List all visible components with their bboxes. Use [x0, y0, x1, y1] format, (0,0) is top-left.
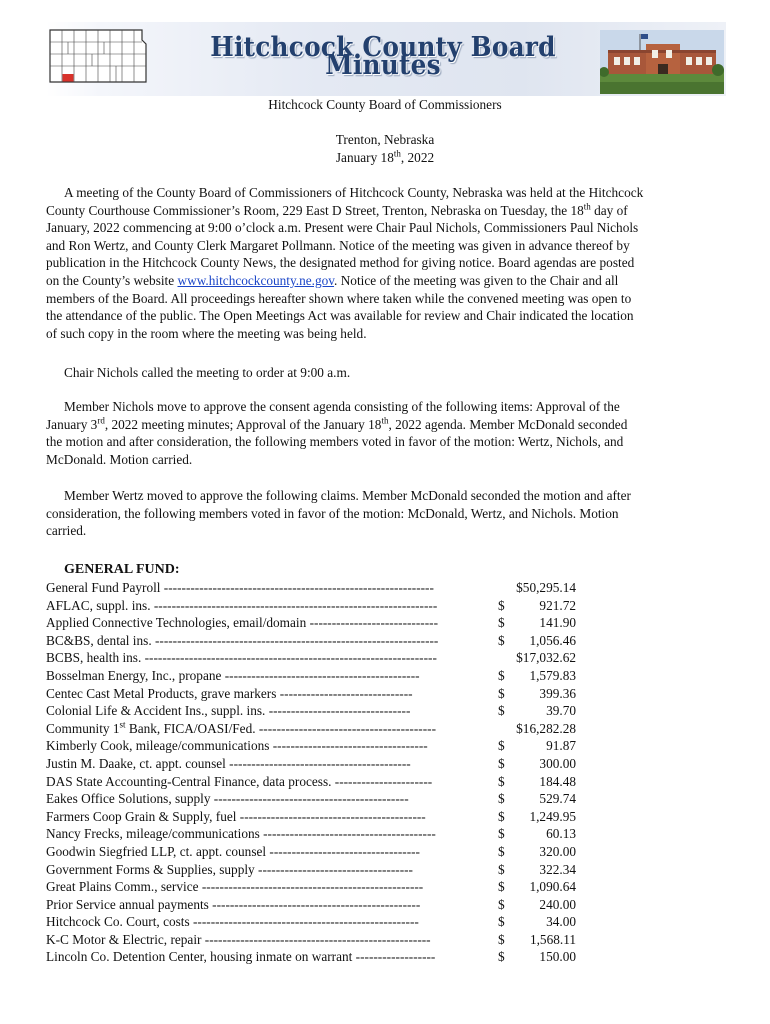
claim-row: [46, 702, 576, 720]
claim-row: [46, 632, 576, 650]
claim-row: [46, 790, 576, 808]
claim-currency-sign: $: [498, 615, 505, 631]
claim-description: DAS State Accounting-Central Finance, data process. ----------------------: [46, 773, 433, 789]
claim-row: [46, 649, 576, 667]
claim-currency-sign: $: [498, 826, 505, 842]
claim-amount: 322.34: [539, 861, 576, 877]
claim-amount: $50,295.14: [516, 580, 576, 595]
claim-row: [46, 808, 576, 826]
claim-description: Applied Connective Technologies, email/domain -----------------------------: [46, 615, 439, 631]
claim-currency-sign: $: [498, 773, 505, 789]
claim-amount: 1,090.64: [529, 879, 576, 895]
claim-amount: 529.74: [539, 791, 576, 807]
claim-description: Bosselman Energy, Inc., propane --------------------------------------------: [46, 667, 420, 683]
claim-row: [46, 948, 576, 966]
claim-currency-sign: $: [498, 914, 505, 930]
claim-description: K-C Motor & Electric, repair ---------------------------------------------------: [46, 931, 431, 947]
nebraska-county-map-icon: [46, 24, 150, 92]
org-name: Hitchcock County Board of Commissioners: [268, 97, 502, 112]
claim-currency-sign: $: [498, 703, 505, 719]
general-fund-claims-list: [46, 579, 576, 966]
claim-currency-sign: $: [498, 861, 505, 877]
claim-amount: 399.36: [539, 685, 576, 701]
claim-amount: 240.00: [539, 896, 576, 912]
claim-amount: 91.87: [546, 738, 576, 754]
consent-agenda-paragraph: Member Nichols move to approve the consent agenda consisting of the following items: Approval of the January 3rd, 2022 meeting minutes; Approval of the January 18th, 2022 agenda. Member McDonald seconded the motion and after consideration, the following members voted in favor of the motion: Wertz, Nichols, and McDonald. Motion carried.: [46, 399, 628, 467]
claim-description: Eakes Office Solutions, supply --------------------------------------------: [46, 791, 409, 807]
claim-amount: 34.00: [546, 914, 576, 930]
claim-amount: 184.48: [539, 773, 576, 789]
claim-amount: $17,032.62: [516, 650, 576, 666]
claim-currency-sign: $: [498, 597, 505, 613]
claim-currency-sign: $: [498, 738, 505, 754]
claim-row: [46, 755, 576, 773]
claim-row: [46, 843, 576, 861]
claim-currency-sign: $: [498, 667, 505, 683]
claim-row: [46, 737, 576, 755]
claim-description: Colonial Life & Accident Ins., suppl. ins. --------------------------------: [46, 703, 411, 719]
claim-amount: 60.13: [546, 826, 576, 842]
claim-currency-sign: $: [498, 949, 505, 965]
claim-currency-sign: $: [498, 755, 505, 771]
claim-description: BCBS, health ins. ------------------------------------------------------------------: [46, 650, 437, 666]
claim-description: Community 1st Bank, FICA/OASI/Fed. ----------------------------------------: [46, 719, 436, 736]
call-to-order-paragraph: Chair Nichols called the meeting to order at 9:00 a.m.: [64, 365, 351, 380]
claim-amount: 1,568.11: [529, 931, 576, 947]
general-fund-heading: GENERAL FUND:: [64, 562, 180, 577]
claim-row: [46, 861, 576, 879]
county-website-link[interactable]: www.hitchcockcounty.ne.gov: [177, 272, 335, 288]
claim-description: BC&BS, dental ins. ----------------------------------------------------------------: [46, 632, 439, 648]
meeting-date: January 18th, 2022: [335, 148, 435, 165]
claim-description: Centec Cast Metal Products, grave markers ------------------------------: [46, 685, 413, 701]
claim-amount: 1,249.95: [529, 808, 576, 824]
claim-row: [46, 773, 576, 791]
claim-amount: 1,056.46: [529, 632, 576, 648]
header-banner: [46, 22, 726, 96]
claim-row: [46, 878, 576, 896]
claim-row: [46, 597, 576, 615]
claim-row: [46, 825, 576, 843]
courthouse-photo: [600, 30, 724, 94]
claim-description: Farmers Coop Grain & Supply, fuel ------------------------------------------: [46, 808, 426, 824]
claim-currency-sign: $: [498, 791, 505, 807]
claim-currency-sign: $: [498, 931, 505, 947]
banner-title: Hitchcock County Board Minutes: [210, 32, 556, 81]
claim-row: [46, 720, 576, 738]
claim-description: Goodwin Siegfried LLP, ct. appt. counsel ----------------------------------: [46, 843, 420, 859]
claim-amount: 141.90: [539, 615, 576, 631]
meeting-location: Trenton, Nebraska: [335, 132, 435, 147]
claim-amount: 150.00: [539, 949, 576, 965]
claim-row: [46, 913, 576, 931]
claim-description: Justin M. Daake, ct. appt. counsel -----------------------------------------: [46, 755, 411, 771]
claim-row: [46, 896, 576, 914]
claim-row: [46, 579, 576, 597]
claim-description: Hitchcock Co. Court, costs ---------------------------------------------------: [46, 914, 419, 930]
claim-amount: 300.00: [539, 755, 576, 771]
claim-row: [46, 685, 576, 703]
meeting-notice-paragraph: A meeting of the County Board of Commissioners of Hitchcock County, Nebraska was held at the Hitchcock County Courthouse Commissioner’s Room, 229 East D Street, Trenton, Nebraska on Tuesday, the 18th day of January, 2022 commencing at 9:00 o’clock a.m. Present were Chair Paul Nichols, Commissioners Paul Nichols and Ron Wertz, and County Clerk Margaret Pollmann. Notice of the meeting was given in advance thereof by publication in the Hitchcock County News, the designated method for giving notice. Board agendas are posted on the County’s website www.hitchcockcounty.ne.gov. Notice of the meeting was given to the Chair and all members of the Board. All proceedings hereafter shown where taken while the convened meeting was open to the attendance of the public. The Open Meetings Act was available for review and Chair indicated the location of such copy in the room where the meeting was being held.: [46, 185, 644, 341]
claim-currency-sign: $: [498, 685, 505, 701]
claim-description: Nancy Frecks, mileage/communications ---------------------------------------: [46, 826, 436, 842]
claim-description: AFLAC, suppl. ins. ----------------------------------------------------------------: [46, 597, 438, 613]
claim-description: Great Plains Comm., service --------------------------------------------------: [46, 879, 424, 895]
claim-amount: 921.72: [539, 597, 576, 613]
claim-amount: 320.00: [539, 843, 576, 859]
claim-description: Government Forms & Supplies, supply -----------------------------------: [46, 861, 413, 877]
claim-description: General Fund Payroll -------------------------------------------------------------: [46, 580, 434, 595]
claim-currency-sign: $: [498, 632, 505, 648]
claim-amount: 39.70: [546, 703, 576, 719]
claim-currency-sign: $: [498, 843, 505, 859]
claim-currency-sign: $: [498, 808, 505, 824]
claim-description: Lincoln Co. Detention Center, housing inmate on warrant ------------------: [46, 949, 436, 965]
claim-currency-sign: $: [498, 896, 505, 912]
claims-motion-paragraph: Member Wertz moved to approve the following claims. Member McDonald seconded the motion and after consideration, the following members voted in favor of the motion: McDonald, Wertz, and Nichols. Motion carried.: [46, 488, 631, 539]
claim-row: [46, 931, 576, 949]
claim-amount: 1,579.83: [529, 667, 576, 683]
claim-description: Prior Service annual payments -----------------------------------------------: [46, 896, 421, 912]
claim-description: Kimberly Cook, mileage/communications -----------------------------------: [46, 738, 428, 754]
claim-row: [46, 667, 576, 685]
claim-amount: $16,282.28: [516, 720, 576, 736]
claim-row: [46, 614, 576, 632]
claim-currency-sign: $: [498, 879, 505, 895]
